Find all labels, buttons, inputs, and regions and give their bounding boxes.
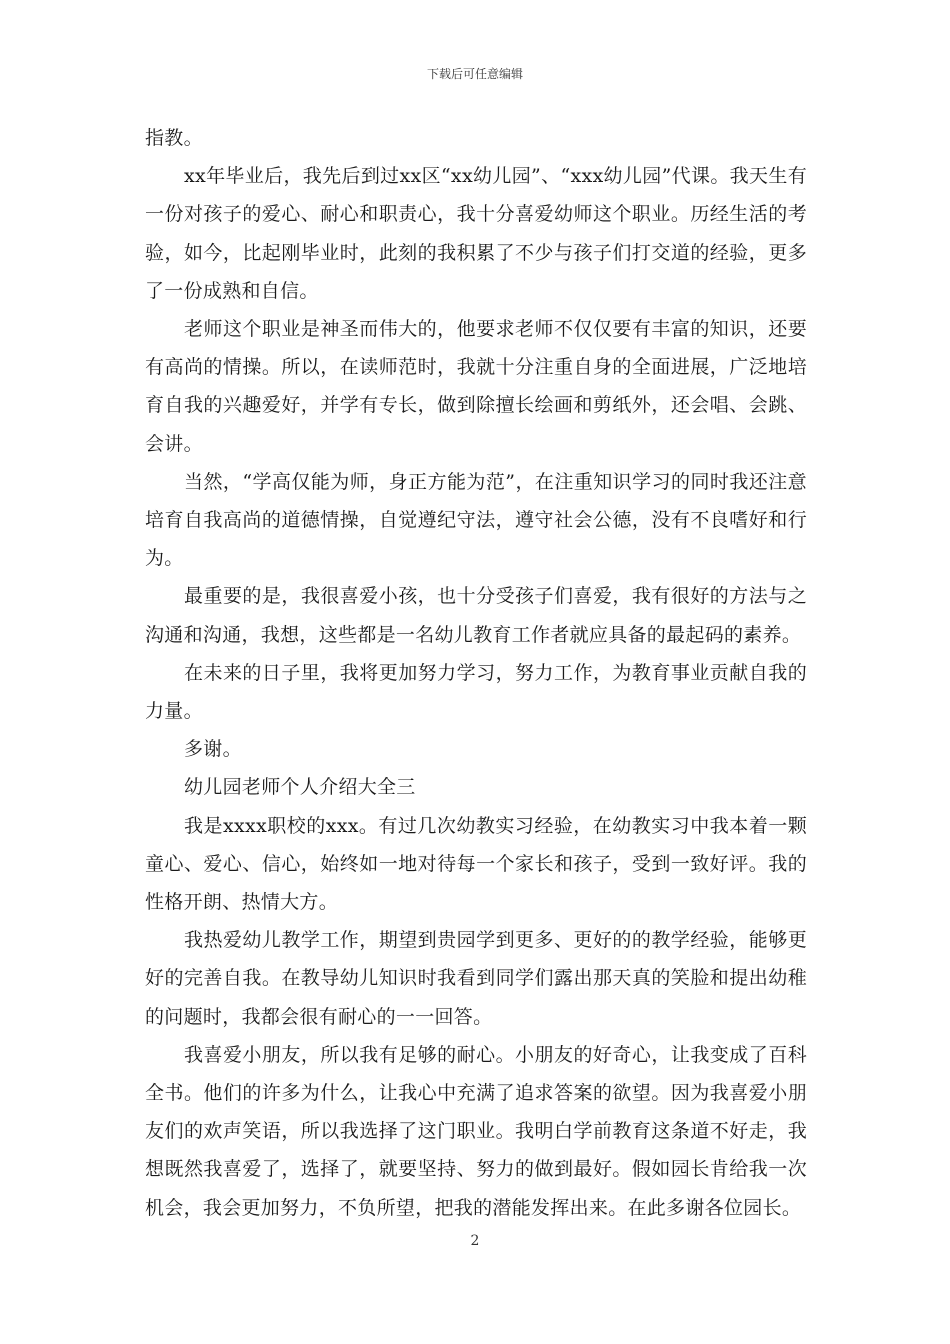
page-header: 下载后可任意编辑	[426, 67, 523, 81]
paragraph: 老师这个职业是神圣而伟大的，他要求老师不仅仅要有丰富的知识，还要有高尚的情操。所以，在读师范时，我就十分注重自身的全面进展，广泛地培育自我的兴趣爱好，并学有专长，做到除擅长绘画和剪纸外，还会唱、会跳、会讲。	[145, 318, 807, 455]
paragraph: 我是xxxx职校的xxx。有过几次幼教实习经验，在幼教实习中我本着一颗童心、爱心、信心，始终如一地对待每一个家长和孩子，受到一致好评。我的性格开朗、热情大方。	[145, 814, 807, 914]
paragraph: xx年毕业后，我先后到过xx区“xx幼儿园”、“xxx幼儿园”代课。我天生有一份对孩子的爱心、耐心和职责心，我十分喜爱幼师这个职业。历经生活的考验，如今，比起刚毕业时，此刻的我积累了不少与孩子们打交道的经验，更多了一份成熟和自信。	[145, 165, 807, 302]
page-number: 2	[470, 1233, 480, 1249]
paragraph: 在未来的日子里，我将更加努力学习，努力工作，为教育事业贡献自我的力量。	[145, 661, 807, 723]
paragraph: 我喜爱小朋友，所以我有足够的耐心。小朋友的好奇心，让我变成了百科全书。他们的许多为什么，让我心中充满了追求答案的欲望。因为我喜爱小朋友们的欢声笑语，所以我选择了这门职业。我明白学前教育这条道不好走，我想既然我喜爱了，选择了，就要坚持、努力的做到最好。假如园长肯给我一次机会，我会更加努力，不负所望，把我的潜能发挥出来。在此多谢各位园长。	[145, 1043, 807, 1219]
paragraph: 我热爱幼儿教学工作，期望到贵园学到更多、更好的的教学经验，能够更好的完善自我。在教导幼儿知识时我看到同学们露出那天真的笑脸和提出幼稚的问题时，我都会很有耐心的一一回答。	[145, 929, 807, 1028]
paragraph: 当然，“学高仅能为师，身正方能为范”，在注重知识学习的同时我还注意培育自我高尚的道德情操，自觉遵纪守法，遵守社会公德，没有不良嗜好和行为。	[145, 470, 807, 570]
paragraph: 最重要的是，我很喜爱小孩，也十分受孩子们喜爱，我有很好的方法与之沟通和沟通，我想，这些都是一名幼儿教育工作者就应具备的最起码的素养。	[145, 585, 807, 646]
paragraph: 指教。	[145, 127, 203, 149]
paragraph: 多谢。	[184, 738, 242, 761]
section-heading: 幼儿园老师个人介绍大全三	[184, 776, 416, 799]
document-body	[145, 119, 807, 1227]
